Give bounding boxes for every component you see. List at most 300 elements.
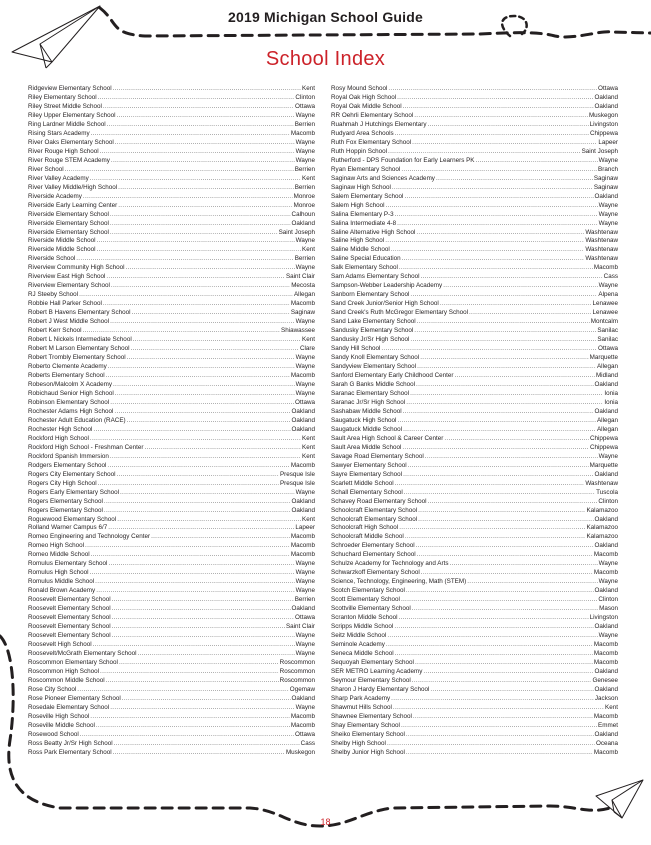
index-entry: [28, 336, 315, 345]
index-entry: [331, 300, 618, 309]
school-name: Riley Street Middle School: [28, 102, 102, 110]
school-name: Shawnee Elementary School: [331, 712, 412, 720]
index-entry: [331, 381, 618, 390]
dot-leader: [397, 417, 596, 426]
county-name: Saginaw: [290, 309, 315, 317]
school-name: Sharon J Hardy Elementary School: [331, 685, 430, 693]
school-name: Sandusky Elementary School: [331, 327, 414, 335]
county-name: Cass: [300, 739, 315, 747]
index-entry: [28, 713, 315, 722]
school-name: Sanborn Elementary School: [331, 291, 410, 299]
index-entry: [28, 193, 315, 202]
dot-leader: [106, 677, 279, 686]
index-entry: [331, 722, 618, 731]
index-entry: [331, 533, 618, 542]
index-entry: [331, 103, 618, 112]
county-name: Wayne: [295, 587, 315, 595]
dot-leader: [106, 273, 285, 282]
dot-leader: [467, 578, 597, 587]
index-entry: [28, 587, 315, 596]
school-name: Rodgers Elementary School: [28, 461, 107, 469]
index-entry: [28, 551, 315, 560]
school-name: Roguewood Elementary School: [28, 515, 117, 523]
index-entry: [331, 211, 618, 220]
dot-leader: [119, 659, 279, 668]
index-entry: [331, 524, 618, 533]
dot-leader: [404, 489, 595, 498]
school-name: Scarlett Middle School: [331, 479, 394, 487]
school-name: Saline High School: [331, 237, 385, 245]
school-name: Romulus Middle School: [28, 578, 95, 586]
index-entry: [28, 516, 315, 525]
dot-leader: [391, 695, 594, 704]
county-name: Washtenaw: [585, 228, 618, 236]
county-name: Oakland: [594, 685, 618, 693]
index-entry: [28, 524, 315, 533]
index-entry: [28, 202, 315, 211]
index-entry: [331, 399, 618, 408]
school-name: Rosewood School: [28, 730, 79, 738]
school-name: Roosevelt/McGrath Elementary School: [28, 650, 137, 658]
index-entry: [331, 650, 618, 659]
county-name: Wayne: [295, 111, 315, 119]
county-name: Macomb: [593, 659, 618, 666]
dot-leader: [402, 255, 585, 264]
dot-leader: [80, 731, 294, 740]
county-name: Lapeer: [295, 524, 315, 532]
index-entry: [28, 85, 315, 94]
school-name: Sheiko Elementary School: [331, 730, 405, 738]
county-name: Branch: [598, 165, 618, 173]
dot-leader: [416, 542, 594, 551]
school-name: Schroeder Elementary School: [331, 542, 415, 550]
index-entry: [28, 578, 315, 587]
school-name: Science, Technology, Engineering, Math (STEM): [331, 578, 467, 586]
index-entry: [331, 417, 618, 426]
dot-leader: [115, 390, 295, 399]
index-entry: [28, 542, 315, 551]
index-entry: [331, 112, 618, 121]
index-entry: [331, 623, 618, 632]
county-name: Wayne: [598, 210, 618, 218]
school-index-left-column: [28, 85, 315, 758]
county-name: Clinton: [598, 497, 618, 505]
index-entry: [28, 614, 315, 623]
county-name: Wayne: [598, 560, 618, 568]
index-entry: [331, 471, 618, 480]
county-name: Livingston: [589, 120, 618, 128]
county-name: Kent: [302, 452, 315, 460]
dot-leader: [403, 426, 596, 435]
county-name: Ionia: [604, 389, 618, 397]
index-entry: [28, 148, 315, 157]
county-name: Saginaw: [593, 174, 618, 182]
school-name: Robeson/Malcolm X Academy: [28, 380, 112, 388]
county-name: Midland: [595, 372, 618, 379]
dot-leader: [387, 632, 597, 641]
dot-leader: [399, 264, 593, 273]
county-name: Wayne: [295, 156, 315, 164]
dot-leader: [112, 605, 291, 614]
county-name: Mecosta: [291, 282, 315, 290]
dot-leader: [399, 524, 585, 533]
school-name: Saranac Elementary School: [331, 389, 410, 397]
dot-leader: [412, 605, 598, 614]
dot-leader: [417, 363, 596, 372]
index-entry: [28, 740, 315, 749]
index-entry: [331, 480, 618, 489]
county-name: Ottawa: [295, 730, 315, 738]
index-entry: [331, 498, 618, 507]
dot-leader: [404, 193, 593, 202]
county-name: Clinton: [598, 596, 618, 604]
school-name: Royal Oak Middle School: [331, 102, 402, 110]
school-name: Sand Creek's Ruth McGregor Elementary School: [331, 309, 468, 317]
county-name: Saint Clair: [285, 623, 315, 631]
county-name: Shiawassee: [281, 327, 315, 335]
county-name: Kent: [302, 174, 315, 182]
index-entry: [331, 94, 618, 103]
index-entry: [331, 202, 618, 211]
index-entry: [28, 605, 315, 614]
dot-leader: [387, 740, 595, 749]
index-entry: [28, 623, 315, 632]
index-entry: [331, 668, 618, 677]
school-name: Ruth Fox Elementary School: [331, 138, 412, 146]
dot-leader: [476, 157, 598, 166]
index-entry: [28, 471, 315, 480]
county-name: Wayne: [295, 389, 315, 397]
dot-leader: [406, 399, 603, 408]
index-entry: [331, 372, 618, 381]
county-name: Macomb: [593, 712, 618, 720]
dot-leader: [113, 381, 295, 390]
dot-leader: [386, 202, 598, 211]
school-name: Roosevelt Elementary School: [28, 623, 111, 631]
dot-leader: [118, 184, 294, 193]
school-name: Rockford Spanish Immersion: [28, 452, 109, 460]
dot-leader: [113, 85, 301, 94]
school-name: Schoolcraft Elementary School: [331, 506, 418, 514]
index-entry: [28, 632, 315, 641]
dot-leader: [91, 551, 290, 560]
dot-leader: [421, 273, 603, 282]
index-entry: [331, 444, 618, 453]
dot-leader: [410, 336, 596, 345]
index-entry: [28, 596, 315, 605]
school-name: Seymour Elementary School: [331, 676, 411, 684]
county-name: Kent: [302, 85, 315, 92]
index-entry: [28, 246, 315, 255]
dot-leader: [93, 641, 295, 650]
school-name: Ronald Brown Academy: [28, 587, 96, 595]
county-name: Lapeer: [598, 138, 618, 146]
county-name: Washtenaw: [585, 479, 618, 487]
dot-leader: [403, 408, 594, 417]
county-name: Montcalm: [590, 318, 618, 326]
dot-leader: [96, 587, 294, 596]
county-name: Cass: [603, 273, 618, 281]
dot-leader: [388, 85, 597, 94]
index-entry: [331, 677, 618, 686]
county-name: Kent: [302, 434, 315, 442]
school-name: Schoolcraft Elementary School: [331, 515, 418, 523]
dot-leader: [406, 731, 594, 740]
county-name: Tuscola: [596, 488, 618, 496]
dot-leader: [401, 166, 597, 175]
school-name: Sashabaw Middle School: [331, 407, 402, 415]
index-entry: [331, 255, 618, 264]
dot-leader: [132, 309, 290, 318]
county-name: Oakland: [594, 407, 618, 415]
county-name: Wayne: [295, 380, 315, 388]
school-name: Romulus Elementary School: [28, 560, 108, 568]
county-name: Presque Isle: [279, 470, 315, 478]
county-name: Kent: [302, 246, 315, 254]
school-name: Rogers Elementary School: [28, 497, 103, 505]
dot-leader: [98, 94, 295, 103]
index-entry: [28, 237, 315, 246]
school-name: Robert Kerr School: [28, 327, 82, 335]
school-name: Riverside Academy: [28, 192, 82, 200]
school-name: Rockford High School - Freshman Center: [28, 443, 144, 451]
dot-leader: [104, 507, 291, 516]
county-name: Wayne: [295, 632, 315, 640]
school-name: Riverside Elementary School: [28, 219, 109, 227]
county-name: Chippewa: [589, 443, 618, 451]
dot-leader: [96, 722, 290, 731]
school-name: SER METRO Learning Academy: [331, 667, 423, 675]
county-name: Kent: [605, 703, 618, 711]
county-name: Oakland: [594, 667, 618, 675]
school-name: Sampson-Webber Leadership Academy: [331, 282, 443, 290]
school-name: Sandyview Elementary School: [331, 363, 417, 371]
dot-leader: [110, 399, 294, 408]
dot-leader: [107, 121, 294, 130]
county-name: Clare: [299, 345, 315, 353]
school-name: Ross Beatty Jr/Sr High School: [28, 739, 113, 747]
index-entry: [28, 381, 315, 390]
school-name: Roosevelt Elementary School: [28, 614, 111, 622]
dot-leader: [418, 507, 585, 516]
dot-leader: [97, 246, 301, 255]
county-name: Alpena: [598, 291, 618, 299]
guide-title: 2019 Michigan School Guide: [227, 9, 424, 25]
dot-leader: [412, 677, 592, 686]
index-entry: [28, 390, 315, 399]
index-entry: [331, 121, 618, 130]
dot-leader: [117, 112, 295, 121]
dot-leader: [112, 632, 295, 641]
dot-leader: [414, 112, 588, 121]
index-entry: [331, 229, 618, 238]
index-entry: [331, 516, 618, 525]
school-name: Schwarzkoff Elementary School: [331, 569, 420, 577]
school-name: Rosedale Elementary School: [28, 703, 110, 711]
county-name: Allegan: [596, 425, 618, 433]
dot-leader: [401, 722, 597, 731]
dot-leader: [114, 740, 300, 749]
index-entry: [28, 273, 315, 282]
school-name: Roscommon High School: [28, 667, 100, 675]
dot-leader: [410, 390, 603, 399]
index-entry: [28, 444, 315, 453]
school-name: Rutherford - DPS Foundation for Early Learners PK: [331, 156, 475, 164]
dot-leader: [388, 148, 581, 157]
dot-leader: [417, 551, 593, 560]
dot-leader: [97, 237, 295, 246]
dot-leader: [103, 300, 290, 309]
school-name: Robichaud Senior High School: [28, 389, 114, 397]
school-name: Sawyer Elementary School: [331, 461, 407, 469]
school-name: Scott Elementary School: [331, 596, 400, 604]
index-entry: [28, 722, 315, 731]
county-name: Ottawa: [295, 398, 315, 406]
index-entry: [28, 695, 315, 704]
dot-leader: [98, 480, 279, 489]
dot-leader: [436, 175, 593, 184]
index-entry: [331, 426, 618, 435]
index-entry: [28, 399, 315, 408]
dot-leader: [112, 623, 285, 632]
dot-leader: [122, 695, 291, 704]
dot-leader: [111, 157, 295, 166]
school-name: Royal Oak High School: [331, 93, 397, 101]
index-entry: [28, 507, 315, 516]
index-entry: [28, 435, 315, 444]
county-name: Saginaw: [593, 183, 618, 191]
index-entry: [28, 166, 315, 175]
county-name: Oakland: [594, 515, 618, 523]
county-name: Oakland: [291, 506, 315, 514]
index-entry: [28, 731, 315, 740]
dot-leader: [406, 587, 594, 596]
dot-leader: [410, 291, 597, 300]
dot-leader: [120, 489, 295, 498]
index-entry: [28, 677, 315, 686]
county-name: Macomb: [593, 264, 618, 272]
county-name: Lenawee: [592, 300, 618, 308]
school-name: Sault Area High School & Career Center: [331, 434, 444, 442]
county-name: Berrien: [294, 165, 315, 173]
county-name: Macomb: [290, 372, 315, 379]
dot-leader: [444, 435, 589, 444]
county-name: Washtenaw: [585, 255, 618, 263]
index-entry: [28, 560, 315, 569]
school-name: River Rouge High School: [28, 147, 99, 155]
school-name: Rogers Elementary School: [28, 506, 103, 514]
index-entry: [331, 453, 618, 462]
school-name: Rudyard Area Schools: [331, 129, 394, 137]
county-name: Wayne: [598, 282, 618, 290]
dot-leader: [395, 211, 598, 220]
school-name: Sequoyah Elementary School: [331, 659, 414, 666]
school-name: Robert M Larson Elementary School: [28, 345, 130, 353]
school-name: Roosevelt Elementary School: [28, 596, 111, 604]
index-entry: [28, 327, 315, 336]
county-name: Roscommon: [279, 667, 315, 675]
school-name: Schavey Road Elementary School: [331, 497, 427, 505]
county-name: Ionia: [604, 398, 618, 406]
school-name: Rochester Adult Education (RACE): [28, 416, 126, 424]
dot-leader: [394, 623, 593, 632]
county-name: Marquette: [589, 461, 618, 469]
county-name: Ottawa: [598, 345, 618, 353]
page-number: 18: [320, 817, 331, 827]
county-name: Macomb: [290, 542, 315, 550]
school-name: Seitz Middle School: [331, 632, 387, 640]
school-name: River Rouge STEM Academy: [28, 156, 110, 164]
school-name: Saugatuck High School: [331, 416, 397, 424]
county-name: Wayne: [295, 237, 315, 245]
school-name: Ryan Elementary School: [331, 165, 401, 173]
county-name: Mason: [599, 605, 618, 613]
index-entry: [28, 533, 315, 542]
county-name: Wayne: [295, 354, 315, 362]
school-name: Shelby Junior High School: [331, 748, 405, 756]
index-entry: [28, 417, 315, 426]
school-name: Savage Road Elementary School: [331, 452, 424, 460]
school-name: Rockford High School: [28, 434, 89, 442]
school-name: Scripps Middle School: [331, 623, 394, 631]
index-entry: [28, 264, 315, 273]
index-entry: [331, 408, 618, 417]
school-name: Romeo Middle School: [28, 551, 90, 559]
index-entry: [28, 408, 315, 417]
school-name: Roberts Elementary School: [28, 372, 105, 379]
school-name: Salem High School: [331, 201, 385, 209]
dot-leader: [421, 569, 593, 578]
school-name: Rose City School: [28, 685, 77, 693]
school-name: Scotch Elementary School: [331, 587, 405, 595]
index-entry: [28, 211, 315, 220]
dot-leader: [455, 372, 595, 381]
dot-leader: [108, 524, 294, 533]
dot-leader: [395, 480, 585, 489]
index-entry: [28, 229, 315, 238]
dot-leader: [414, 327, 596, 336]
county-name: Sanilac: [597, 327, 618, 335]
page-title: School Index: [265, 48, 386, 70]
index-entry: [331, 605, 618, 614]
dot-leader: [385, 237, 584, 246]
dot-leader: [117, 471, 279, 480]
dot-leader: [85, 542, 290, 551]
school-name: Seminole Academy: [331, 641, 385, 649]
school-name: Ross Park Elementary School: [28, 748, 112, 756]
index-entry: [331, 489, 618, 498]
school-name: RJ Steeby School: [28, 291, 79, 299]
dot-leader: [420, 354, 588, 363]
dot-leader: [406, 749, 593, 758]
dot-leader: [108, 560, 294, 569]
county-name: Macomb: [593, 551, 618, 559]
index-entry: [28, 157, 315, 166]
dot-leader: [386, 641, 593, 650]
county-name: Wayne: [295, 363, 315, 371]
index-entry: [28, 130, 315, 139]
dot-leader: [401, 596, 597, 605]
school-name: Robbie Hall Parker School: [28, 300, 102, 308]
school-name: Roscommon Middle School: [28, 676, 105, 684]
county-name: Genesee: [592, 676, 618, 684]
school-name: Sam Adams Elementary School: [331, 273, 420, 281]
school-name: Sand Lake Elementary School: [331, 318, 416, 326]
index-entry: [331, 327, 618, 336]
school-name: Salina Intermediate 4-8: [331, 219, 397, 227]
dot-leader: [138, 650, 295, 659]
county-name: Presque Isle: [279, 479, 315, 487]
